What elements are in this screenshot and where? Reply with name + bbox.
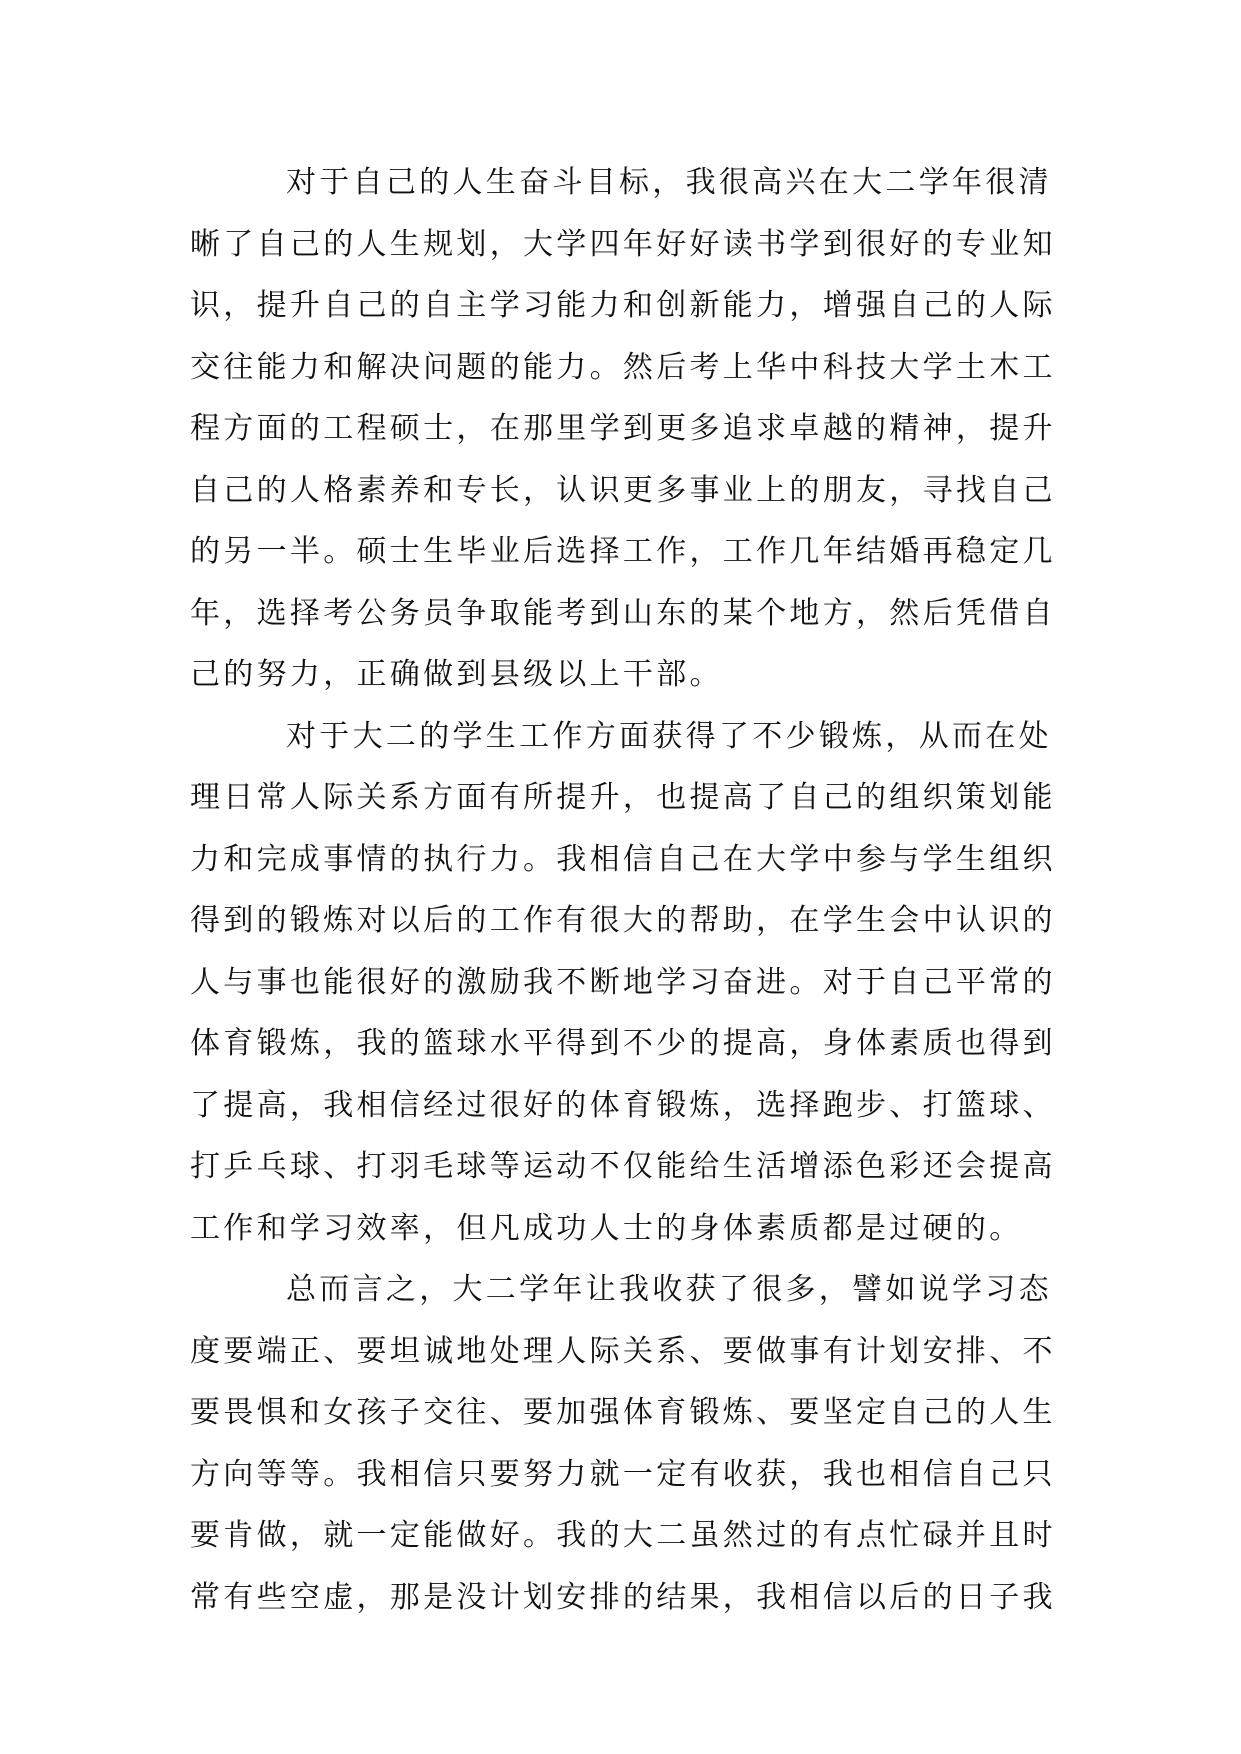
text-line: 交往能力和解决问题的能力。然后考上华中科技大学土木工 [190, 349, 1056, 385]
text-line: 工作和学习效率，但凡成功人士的身体素质都是过硬的。 [190, 1210, 1023, 1246]
text-line: 打乒乓球、打羽毛球等运动不仅能给生活增添色彩还会提高 [190, 1149, 1056, 1184]
text-line: 年，选择考公务员争取能考到山东的某个地方，然后凭借自 [190, 595, 1056, 631]
document-body [190, 152, 1056, 1628]
paragraph-1 [190, 152, 1056, 706]
text-line: 了提高，我相信经过很好的体育锻炼，选择跑步、打篮球、 [190, 1087, 1056, 1123]
text-line: 得到的锻炼对以后的工作有很大的帮助，在学生会中认识的 [190, 903, 1056, 938]
text-line: 方向等等。我相信只要努力就一定有收获，我也相信自己只 [190, 1456, 1056, 1492]
text-line: 力和完成事情的执行力。我相信自己在大学中参与学生组织 [190, 841, 1056, 877]
text-line: 对于自己的人生奋斗目标，我很高兴在大二学年很清 [286, 165, 1052, 200]
text-line: 要畏惧和女孩子交往、要加强体育锻炼、要坚定自己的人生 [190, 1395, 1056, 1430]
text-line: 度要端正、要坦诚地处理人际关系、要做事有计划安排、不 [190, 1333, 1056, 1369]
text-line: 对于大二的学生工作方面获得了不少锻炼，从而在处 [286, 718, 1052, 754]
text-line: 自己的人格素养和专长，认识更多事业上的朋友，寻找自己 [190, 472, 1056, 508]
text-line: 常有些空虚，那是没计划安排的结果，我相信以后的日子我 [190, 1579, 1056, 1615]
paragraph-3 [190, 1259, 1056, 1628]
text-line: 总而言之，大二学年让我收获了很多，譬如说学习态 [286, 1272, 1052, 1307]
text-line: 晰了自己的人生规划，大学四年好好读书学到很好的专业知 [190, 226, 1056, 262]
text-line: 体育锻炼，我的篮球水平得到不少的提高，身体素质也得到 [190, 1026, 1056, 1061]
text-line: 要肯做，就一定能做好。我的大二虽然过的有点忙碌并且时 [190, 1518, 1056, 1553]
text-line: 的另一半。硕士生毕业后选择工作，工作几年结婚再稳定几 [190, 534, 1056, 569]
paragraph-2 [190, 706, 1056, 1260]
text-line: 理日常人际关系方面有所提升，也提高了自己的组织策划能 [190, 780, 1056, 815]
text-line: 人与事也能很好的激励我不断地学习奋进。对于自己平常的 [190, 964, 1056, 1000]
text-line: 己的努力，正确做到县级以上干部。 [190, 657, 723, 692]
text-line: 识，提升自己的自主学习能力和创新能力，增强自己的人际 [190, 288, 1056, 323]
text-line: 程方面的工程硕士，在那里学到更多追求卓越的精神，提升 [190, 411, 1056, 446]
